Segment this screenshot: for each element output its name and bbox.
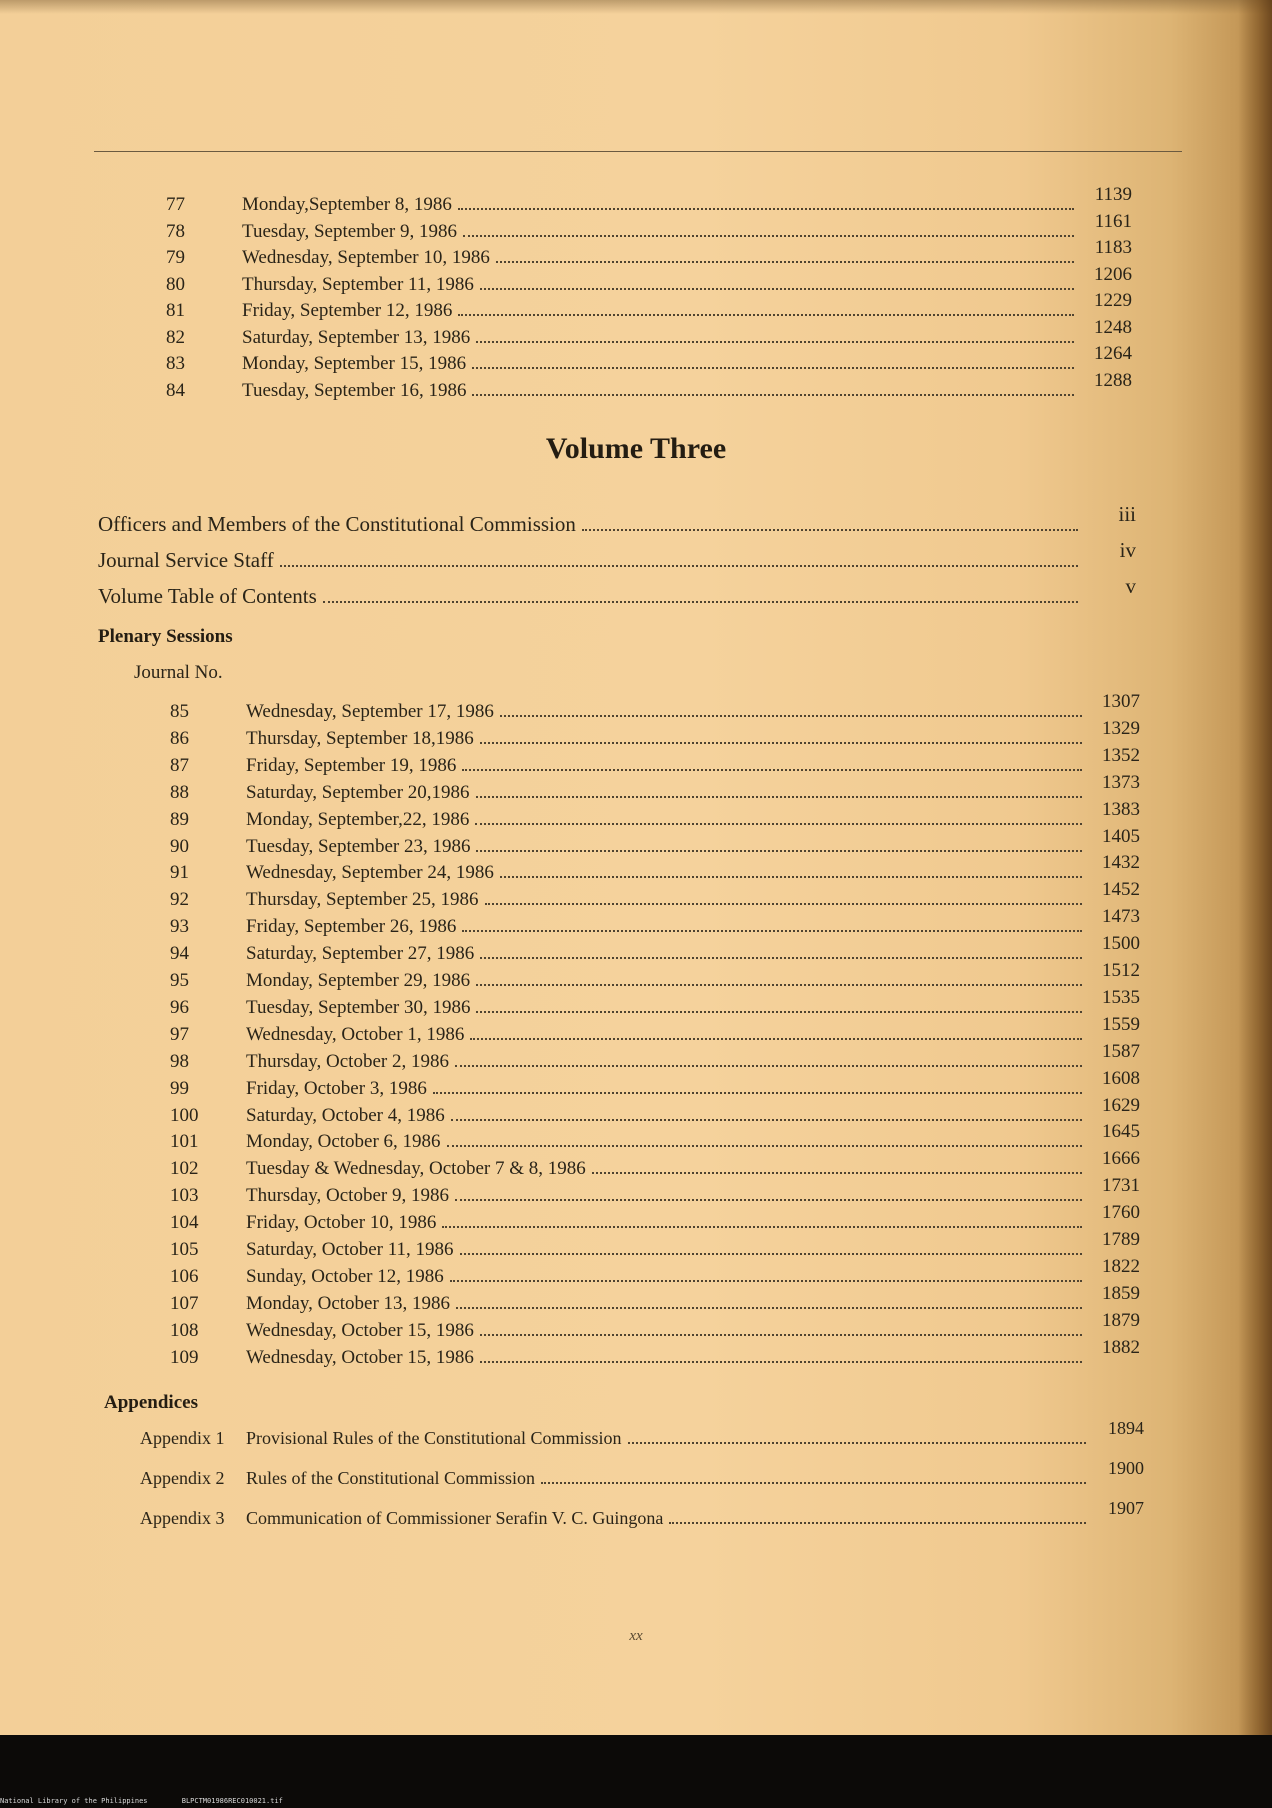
page-number-ref: iv xyxy=(1119,538,1136,562)
journal-entry xyxy=(166,237,1132,269)
dot-leader xyxy=(480,1334,1082,1336)
journal-number: 87 xyxy=(170,754,189,776)
journal-number: 98 xyxy=(170,1050,189,1072)
journal-number: 82 xyxy=(166,326,185,348)
journal-number: 108 xyxy=(170,1319,199,1341)
journal-entry xyxy=(166,210,1132,243)
dot-leader xyxy=(458,208,1074,210)
journal-number: 91 xyxy=(170,862,189,884)
page-number-ref: 1473 xyxy=(1102,906,1140,928)
journal-number: 81 xyxy=(166,300,185,321)
journal-date: Friday, September 26, 1986 xyxy=(246,916,457,938)
journal-date: Saturday, October 4, 1986 xyxy=(246,1104,445,1126)
journal-number: 95 xyxy=(170,970,189,991)
page-number-ref: 1248 xyxy=(1094,316,1132,338)
journal-number: 103 xyxy=(170,1185,199,1207)
page-number-ref: 1731 xyxy=(1102,1175,1140,1197)
journal-date: Monday, September 15, 1986 xyxy=(242,353,467,374)
dot-leader xyxy=(582,529,1078,531)
journal-entry xyxy=(170,717,1140,750)
journal-entry xyxy=(170,1067,1140,1100)
dot-leader xyxy=(480,288,1074,290)
appendix-label: Appendix 3 xyxy=(140,1508,225,1528)
journal-entry xyxy=(170,879,1140,911)
front-matter-entry xyxy=(98,574,1136,609)
journal-entry xyxy=(166,369,1132,402)
journal-date: Friday, October 3, 1986 xyxy=(246,1077,427,1099)
front-matter-entry xyxy=(98,502,1136,537)
journal-date: Tuesday & Wednesday, October 7 & 8, 1986 xyxy=(246,1158,586,1180)
journal-date: Thursday, October 9, 1986 xyxy=(246,1185,449,1207)
journal-entry xyxy=(170,986,1140,1019)
journal-date: Wednesday, October 1, 1986 xyxy=(246,1023,465,1045)
journal-number: 109 xyxy=(170,1346,199,1368)
page-number-ref: 1405 xyxy=(1102,825,1140,847)
dot-leader xyxy=(433,1092,1082,1094)
dot-leader xyxy=(460,1253,1082,1255)
dot-leader xyxy=(323,601,1078,603)
dot-leader xyxy=(450,1280,1082,1282)
journal-entry xyxy=(170,933,1140,965)
page-number-ref: 1760 xyxy=(1102,1202,1140,1224)
page-number-ref: 1288 xyxy=(1094,369,1132,391)
journal-entry xyxy=(170,1282,1140,1315)
appendix-label: Appendix 2 xyxy=(140,1468,225,1488)
journal-date: Thursday, September 18,1986 xyxy=(246,727,474,749)
dot-leader xyxy=(500,876,1082,878)
dot-leader xyxy=(480,742,1082,744)
page-number-ref: 1879 xyxy=(1102,1309,1140,1331)
journal-entry xyxy=(170,906,1140,938)
dot-leader xyxy=(628,1442,1086,1444)
journal-entry xyxy=(170,1336,1140,1369)
journal-number: 94 xyxy=(170,943,189,965)
journal-date: Sunday, October 12, 1986 xyxy=(246,1265,444,1287)
page-number-ref: 1559 xyxy=(1102,1013,1140,1035)
journal-entry xyxy=(170,1202,1140,1234)
front-matter-title: Journal Service Staff xyxy=(98,548,274,572)
journal-date: Friday, October 10, 1986 xyxy=(246,1212,437,1234)
dot-leader xyxy=(456,1307,1082,1309)
journal-entry xyxy=(170,960,1140,992)
journal-entry xyxy=(170,691,1140,723)
journal-number: 97 xyxy=(170,1023,189,1045)
dot-leader xyxy=(458,314,1074,316)
dot-leader xyxy=(475,823,1082,825)
journal-entry xyxy=(166,263,1132,296)
journal-entry xyxy=(170,1309,1140,1342)
page-number-ref: 1789 xyxy=(1102,1229,1140,1250)
journal-date: Thursday, October 2, 1986 xyxy=(246,1050,449,1072)
journal-number: 104 xyxy=(170,1212,199,1234)
dot-leader xyxy=(462,769,1082,771)
dot-leader xyxy=(485,903,1082,905)
page-number-ref: 1645 xyxy=(1102,1121,1140,1143)
page-top-shadow xyxy=(0,0,1272,14)
journal-entry xyxy=(170,1121,1140,1153)
journal-entry xyxy=(166,316,1132,349)
page-number-ref: 1608 xyxy=(1102,1067,1140,1089)
dot-leader xyxy=(280,565,1078,567)
journal-date: Monday, October 6, 1986 xyxy=(246,1131,441,1153)
journal-date: Wednesday, September 17, 1986 xyxy=(246,701,494,722)
journal-number: 89 xyxy=(170,808,189,830)
appendix-title: Communication of Commissioner Serafin V. C. Guingona xyxy=(246,1508,664,1528)
journal-date: Monday, September,22, 1986 xyxy=(246,808,470,830)
page-number-ref: 1229 xyxy=(1094,290,1132,311)
appendix-title: Rules of the Constitutional Commission xyxy=(246,1468,536,1488)
dot-leader xyxy=(472,367,1074,369)
dot-leader xyxy=(480,957,1082,959)
journal-number: 102 xyxy=(170,1158,199,1180)
plenary-sessions-heading: Plenary Sessions xyxy=(98,626,233,647)
journal-number: 99 xyxy=(170,1077,189,1099)
front-matter-title: Officers and Members of the Constitutional Commission xyxy=(98,512,576,536)
dot-leader xyxy=(480,1361,1082,1363)
page-number-ref: 1535 xyxy=(1102,986,1140,1008)
dot-leader xyxy=(463,235,1074,237)
journal-number: 80 xyxy=(166,273,185,295)
journal-entry xyxy=(166,343,1132,375)
journal-number: 106 xyxy=(170,1265,199,1287)
journal-entry xyxy=(170,798,1140,831)
page-number-ref: 1183 xyxy=(1094,237,1132,258)
journal-number: 93 xyxy=(170,916,189,938)
journal-number-label: Journal No. xyxy=(134,662,223,683)
dot-leader xyxy=(476,1011,1082,1013)
page-number-ref: 1206 xyxy=(1094,263,1132,285)
library-name: National Library of the Philippines xyxy=(0,1797,148,1805)
page-number-ref: 1882 xyxy=(1102,1336,1140,1358)
front-matter-entry xyxy=(98,538,1136,573)
journal-number: 88 xyxy=(170,781,189,803)
page-number-ref: 1373 xyxy=(1102,771,1140,793)
journal-entry xyxy=(170,1040,1140,1073)
journal-date: Friday, September 19, 1986 xyxy=(246,754,457,776)
dot-leader xyxy=(476,850,1082,852)
dot-leader xyxy=(476,796,1082,798)
dot-leader xyxy=(476,341,1074,343)
dot-leader xyxy=(442,1226,1082,1228)
journal-date: Saturday, September 27, 1986 xyxy=(246,943,475,965)
front-matter-title: Volume Table of Contents xyxy=(98,584,317,608)
journal-number: 86 xyxy=(170,727,189,749)
appendix-title: Provisional Rules of the Constitutional Commission xyxy=(246,1428,622,1448)
page-number-ref: 1859 xyxy=(1102,1282,1140,1304)
page-number-ref: 1352 xyxy=(1102,744,1140,766)
journal-date: Monday, October 13, 1986 xyxy=(246,1292,451,1314)
journal-date: Monday, September 29, 1986 xyxy=(246,970,471,991)
journal-date: Tuesday, September 16, 1986 xyxy=(242,379,467,401)
dot-leader xyxy=(472,394,1074,396)
dot-leader xyxy=(500,715,1082,717)
page-number-ref: 1139 xyxy=(1094,184,1132,205)
journal-number: 84 xyxy=(166,379,185,401)
journal-entry xyxy=(170,1229,1140,1261)
dot-leader xyxy=(455,1199,1082,1201)
dot-leader xyxy=(541,1482,1086,1484)
page-number-ref: 1894 xyxy=(1108,1418,1144,1438)
journal-entry xyxy=(170,1094,1140,1127)
page-number-ref: 1512 xyxy=(1102,960,1140,981)
journal-entry xyxy=(170,1175,1140,1207)
journal-date: Friday, September 12, 1986 xyxy=(242,300,453,321)
dot-leader xyxy=(455,1065,1082,1067)
page-number-ref: 1822 xyxy=(1102,1255,1140,1277)
journal-date: Wednesday, October 15, 1986 xyxy=(246,1346,474,1368)
journal-date: Wednesday, September 10, 1986 xyxy=(242,247,490,268)
page-number-ref: iii xyxy=(1118,502,1136,526)
journal-number: 90 xyxy=(170,835,189,857)
dot-leader xyxy=(476,984,1082,986)
journal-number: 92 xyxy=(170,889,189,911)
scan-caption xyxy=(0,1797,1272,1806)
journal-entry xyxy=(170,852,1140,884)
page-number-ref: 1329 xyxy=(1102,717,1140,739)
page-number-ref: v xyxy=(1125,574,1136,598)
page-number-ref: 1307 xyxy=(1102,691,1140,712)
file-name: BLPCTM01986REC010021.tif xyxy=(181,1797,283,1805)
journal-entry xyxy=(170,1148,1140,1180)
journal-number: 105 xyxy=(170,1239,199,1260)
journal-number: 79 xyxy=(166,247,185,268)
page-number-ref: 1161 xyxy=(1094,210,1132,232)
journal-date: Wednesday, September 24, 1986 xyxy=(246,862,494,884)
journal-date: Wednesday, October 15, 1986 xyxy=(246,1319,474,1341)
dot-leader xyxy=(592,1172,1082,1174)
journal-number: 77 xyxy=(166,194,185,215)
page-number-ref: 1383 xyxy=(1102,798,1140,820)
dot-leader xyxy=(669,1522,1086,1524)
journal-date: Tuesday, September 23, 1986 xyxy=(246,835,471,857)
page-number-ref: 1587 xyxy=(1102,1040,1140,1062)
journal-entry xyxy=(170,771,1140,804)
journal-date: Thursday, September 11, 1986 xyxy=(242,273,474,295)
journal-date: Monday,September 8, 1986 xyxy=(242,194,452,215)
page-number-ref: 1907 xyxy=(1108,1498,1144,1518)
appendices-heading: Appendices xyxy=(104,1392,198,1413)
journal-date: Tuesday, September 30, 1986 xyxy=(246,996,471,1018)
page-number-ref: 1900 xyxy=(1108,1458,1144,1478)
journal-entry xyxy=(170,1255,1140,1288)
journal-date: Saturday, September 13, 1986 xyxy=(242,326,471,348)
appendix-entry xyxy=(140,1458,1144,1489)
journal-number: 96 xyxy=(170,996,189,1018)
volume-title: Volume Three xyxy=(545,432,727,465)
journal-entry xyxy=(166,290,1132,322)
appendix-label: Appendix 1 xyxy=(140,1428,225,1448)
page-number-ref: 1264 xyxy=(1094,343,1132,364)
page-number-ref: 1500 xyxy=(1102,933,1140,955)
journal-number: 107 xyxy=(170,1292,199,1314)
journal-number: 100 xyxy=(170,1104,199,1126)
journal-number: 83 xyxy=(166,353,185,374)
journal-entry xyxy=(170,1013,1140,1046)
journal-date: Tuesday, September 9, 1986 xyxy=(242,220,457,242)
journal-date: Saturday, October 11, 1986 xyxy=(246,1239,454,1260)
page-number-ref: 1452 xyxy=(1102,879,1140,901)
journal-number: 85 xyxy=(170,701,189,722)
dot-leader xyxy=(496,261,1074,263)
appendix-entry xyxy=(140,1498,1144,1529)
journal-entry xyxy=(170,744,1140,777)
journal-number: 78 xyxy=(166,220,185,242)
journal-date: Saturday, September 20,1986 xyxy=(246,781,470,803)
dot-leader xyxy=(462,930,1082,932)
dot-leader xyxy=(447,1145,1082,1147)
dot-leader xyxy=(470,1038,1082,1040)
journal-entry xyxy=(166,184,1132,216)
journal-entry xyxy=(170,825,1140,858)
page-number-ref: 1432 xyxy=(1102,852,1140,874)
journal-date: Thursday, September 25, 1986 xyxy=(246,889,479,911)
journal-number: 101 xyxy=(170,1131,199,1153)
page-number-ref: 1629 xyxy=(1102,1094,1140,1116)
page-number: xx xyxy=(629,1628,643,1644)
dot-leader xyxy=(451,1119,1082,1121)
page-number-ref: 1666 xyxy=(1102,1148,1140,1170)
appendix-entry xyxy=(140,1418,1144,1449)
header-rule xyxy=(94,151,1182,152)
